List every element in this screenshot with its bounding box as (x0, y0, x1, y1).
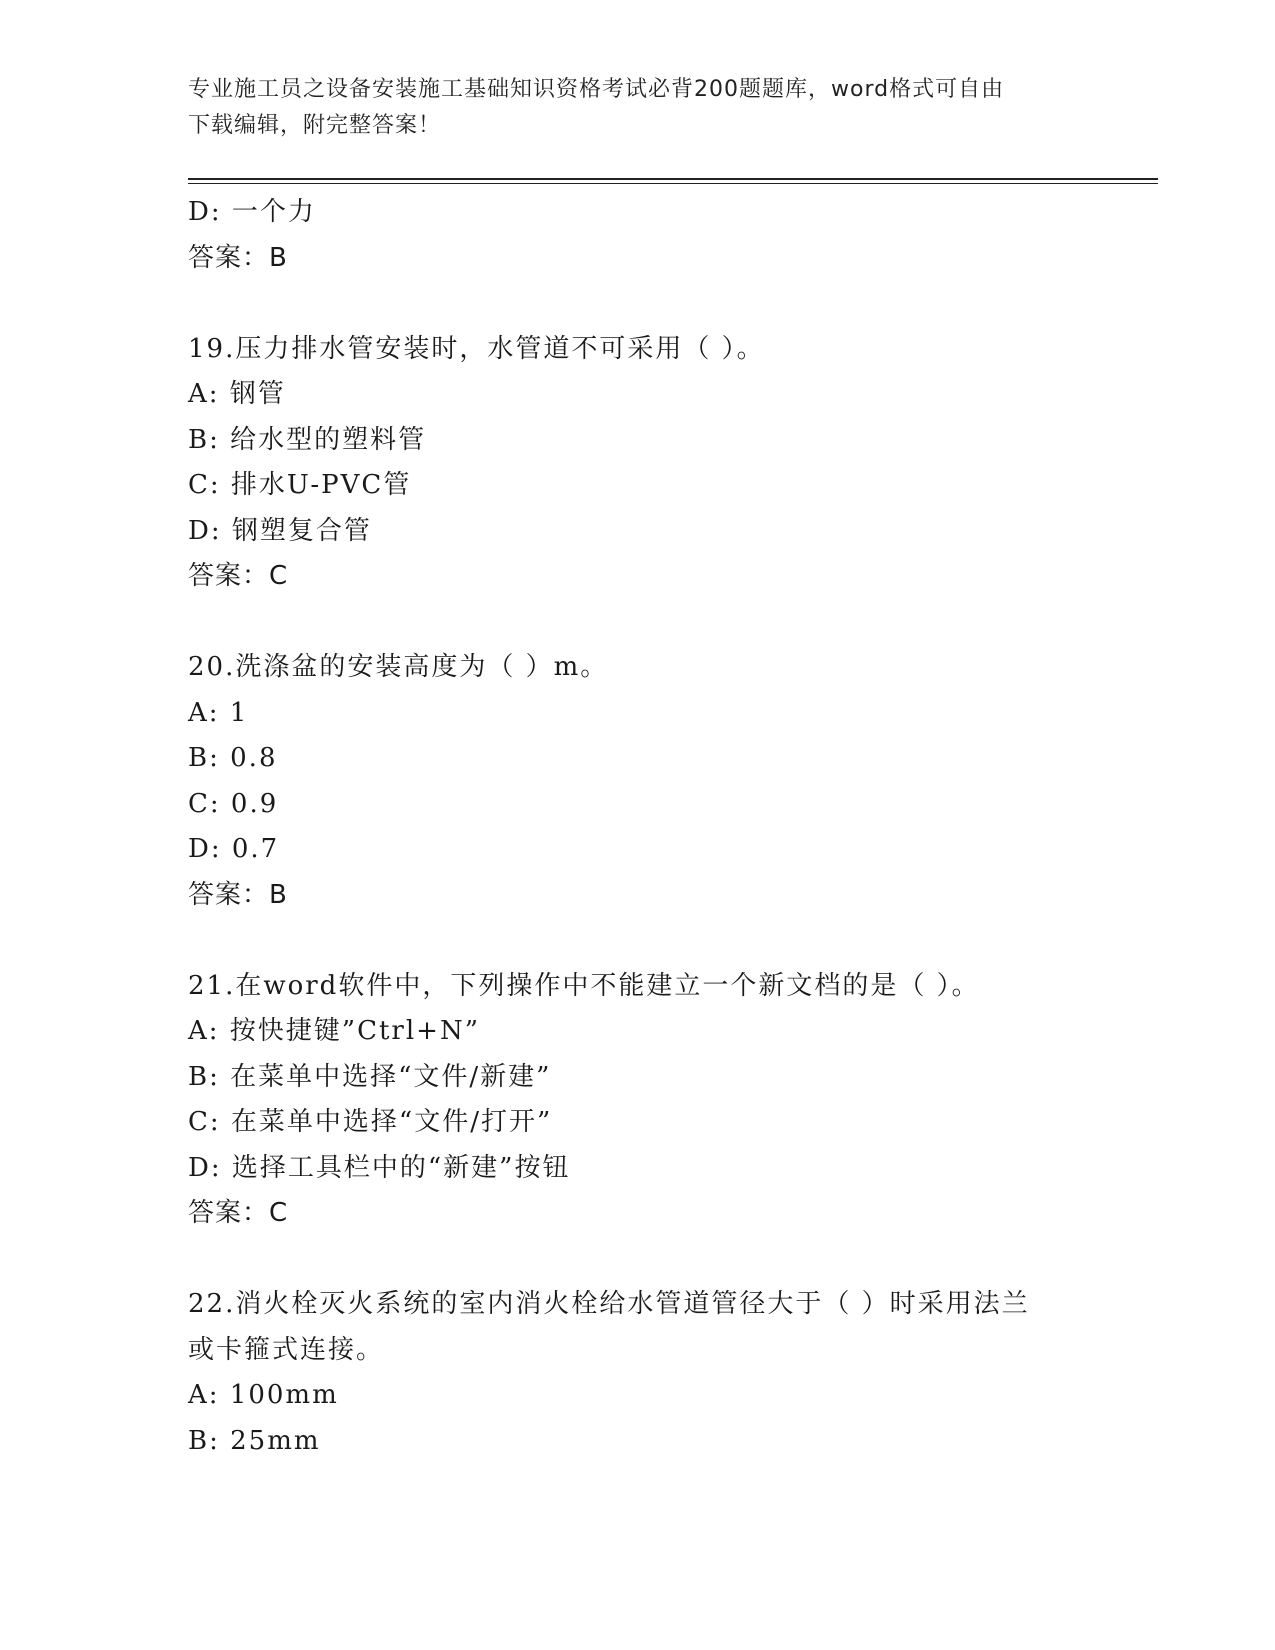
q22-stem-line-1: 22.消火栓灭火系统的室内消火栓给水管道管径大于（ ）时采用法兰 (188, 1289, 1030, 1319)
spacer (188, 600, 1088, 646)
q21-answer: 答案：C (188, 1198, 289, 1228)
q20-option-d: D: 0.7 (188, 834, 280, 864)
q19-option-a: A: 钢管 (188, 379, 286, 409)
q20-stem: 20.洗涤盆的安装高度为（ ）m。 (188, 652, 609, 682)
q21-option-a: A: 按快捷键”Ctrl+N” (188, 1016, 481, 1046)
q19-stem: 19.压力排水管安装时，水管道不可采用（ ）。 (188, 333, 765, 364)
document-header (188, 72, 1088, 144)
q21-option-d: D: 选择工具栏中的“新建”按钮 (188, 1152, 571, 1183)
q22-stem-line-2: 或卡箍式连接。 (188, 1334, 385, 1365)
header-divider-thick (188, 178, 1158, 180)
q20-answer: 答案：B (188, 879, 288, 910)
q19-answer: 答案：C (188, 561, 289, 591)
q21-stem: 21.在word软件中，下列操作中不能建立一个新文档的是（ ）。 (188, 970, 980, 1001)
q21-option-c: C: 在菜单中选择“文件/打开” (188, 1107, 553, 1137)
header-line-2: 下载编辑，附完整答案！ (188, 113, 442, 138)
q19-option-b: B: 给水型的塑料管 (188, 424, 427, 455)
q20-option-b: B: 0.8 (188, 743, 278, 773)
q19-option-c: C: 排水U-PVC管 (188, 470, 412, 500)
spacer (188, 918, 1088, 964)
q22-option-a: A: 100mm (188, 1380, 339, 1410)
q19-option-d: D: 钢塑复合管 (188, 515, 372, 546)
spacer (188, 281, 1088, 327)
spacer (188, 1237, 1088, 1283)
q20-option-a: A: 1 (188, 697, 249, 728)
question-content (188, 190, 1088, 1464)
header-divider-thin (188, 183, 1158, 184)
q22-option-b: B: 25mm (188, 1425, 321, 1456)
q21-option-b: B: 在菜单中选择“文件/新建” (188, 1061, 552, 1092)
prev-answer: 答案：B (188, 242, 288, 273)
prev-option-d: D: 一个力 (188, 197, 316, 227)
header-line-1: 专业施工员之设备安装施工基础知识资格考试必背200题题库，word格式可自由 (188, 77, 1005, 102)
q20-option-c: C: 0.9 (188, 788, 279, 819)
